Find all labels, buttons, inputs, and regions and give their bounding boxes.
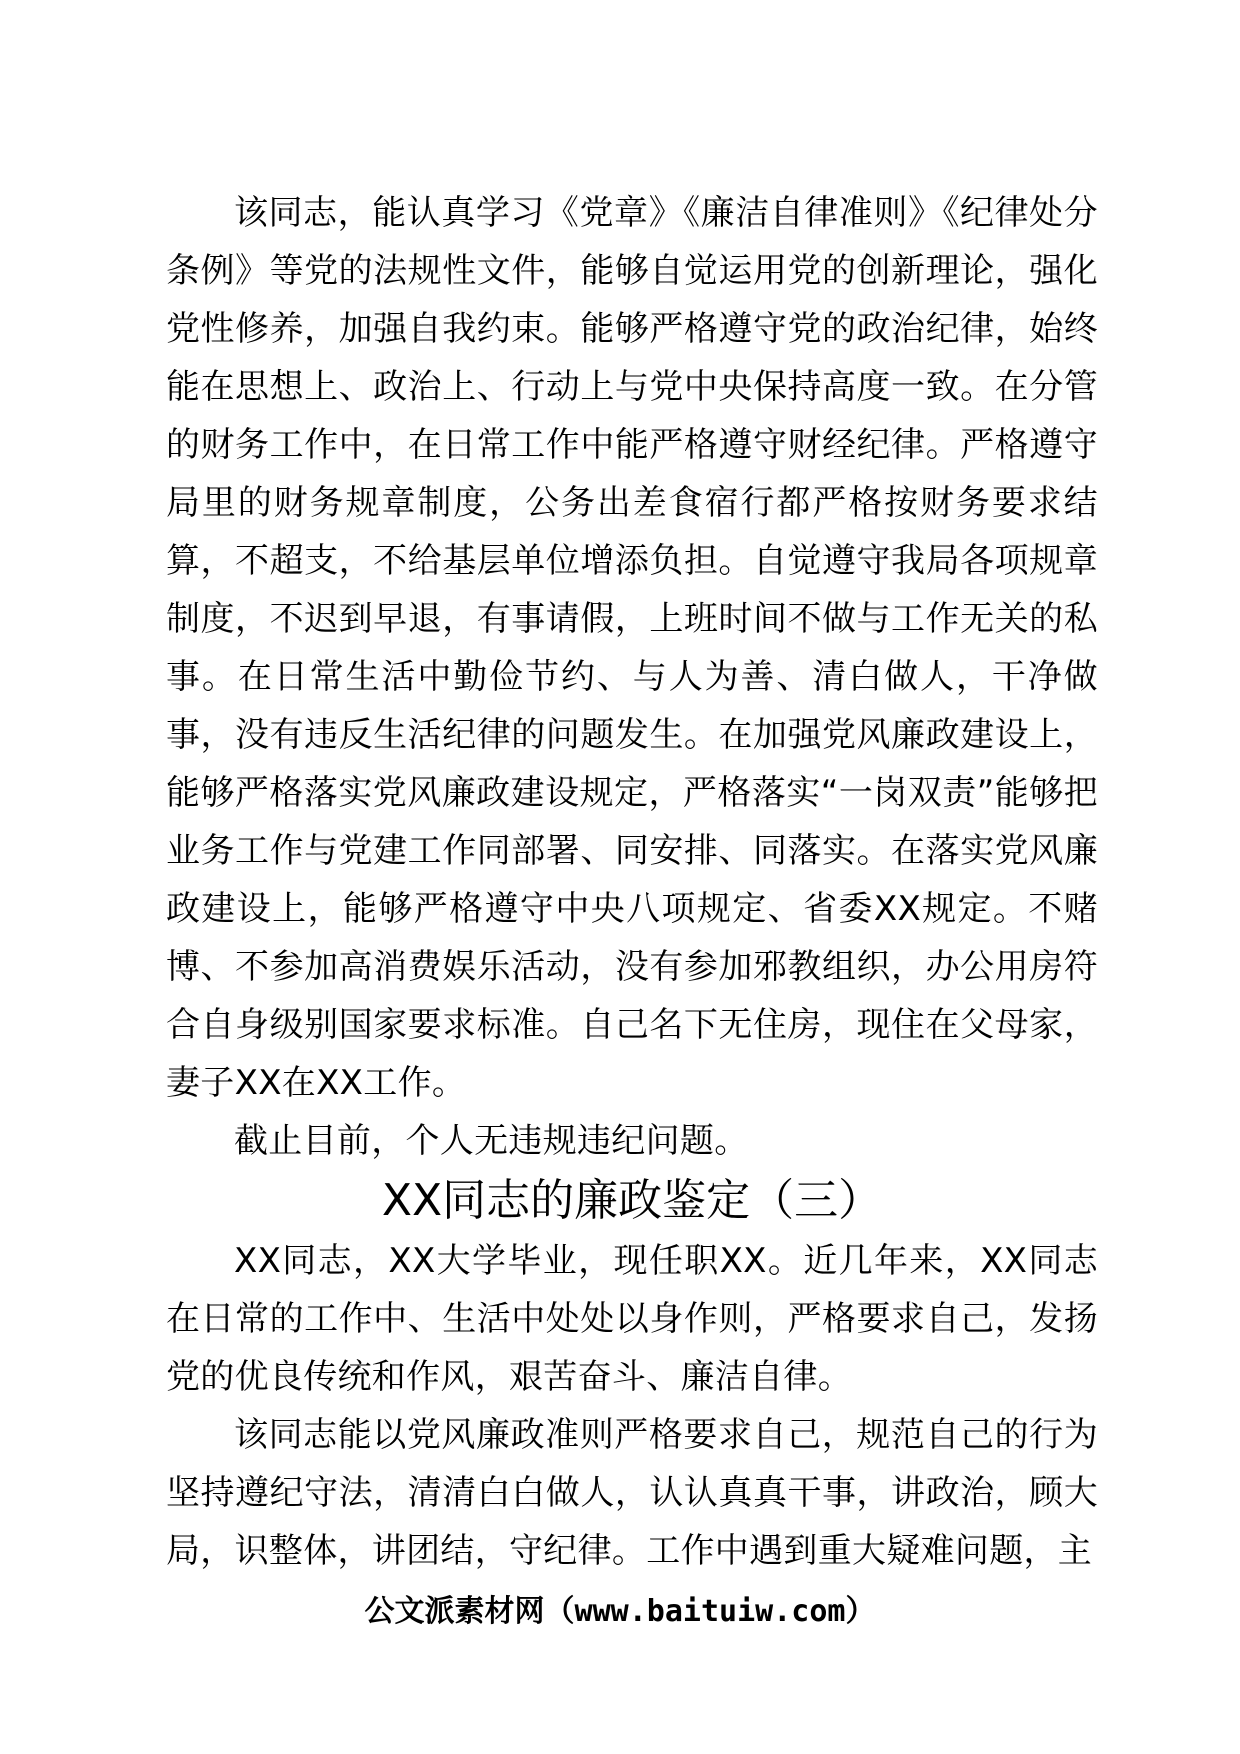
paragraph: 该同志能以党风廉政准则严格要求自己，规范自己的行为坚持遵纪守法，清清白白做人，认认真真干事，讲政治，顾大局，识整体，讲团结，守纪律。工作中遇到重大疑难问题，主 [166, 1415, 1098, 1571]
section-heading: XX同志的廉政鉴定（三） [381, 1175, 883, 1226]
paragraph: XX同志，XX大学毕业，现任职XX。近几年来，XX同志在日常的工作中、生活中处处以身作则，严格要求自己，发扬党的优良传统和作风，艰苦奋斗、廉洁自律。 [166, 1241, 1098, 1397]
document-body [166, 184, 1098, 1580]
footer-site-name: 公文派素材网 [364, 1594, 545, 1629]
paragraph: 该同志，能认真学习《党章》《廉洁自律准则》《纪律处分条例》等党的法规性文件，能够自觉运用党的创新理论，强化党性修养，加强自我约束。能够严格遵守党的政治纪律，始终能在思想上、政治上、行动上与党中央保持高度一致。在分管的财务工作中，在日常工作中能严格遵守财经纪律。严格遵守局里的财务规章制度，公务出差食宿行都严格按财务要求结算，不超支，不给基层单位增添负担。自觉遵守我局各项规章制度，不迟到早退，有事请假，上班时间不做与工作无关的私事。在日常生活中勤俭节约、与人为善、清白做人，干净做事，没有违反生活纪律的问题发生。在加强党风廉政建设上，能够严格落实党风廉政建设规定，严格落实“一岗双责”能够把业务工作与党建工作同部署、同安排、同落实。在落实党风廉政建设上，能够严格遵守中央八项规定、省委XX规定。不赌博、不参加高消费娱乐活动，没有参加邪教组织，办公用房符合自身级别国家要求标准。自己名下无住房，现住在父母家，妻子XX在XX工作。 [166, 193, 1098, 1103]
paragraph: 截止目前，个人无违规违纪问题。 [234, 1121, 749, 1161]
footer-watermark [0, 1586, 1240, 1630]
footer-url: （www.baituiw.com） [544, 1594, 876, 1629]
